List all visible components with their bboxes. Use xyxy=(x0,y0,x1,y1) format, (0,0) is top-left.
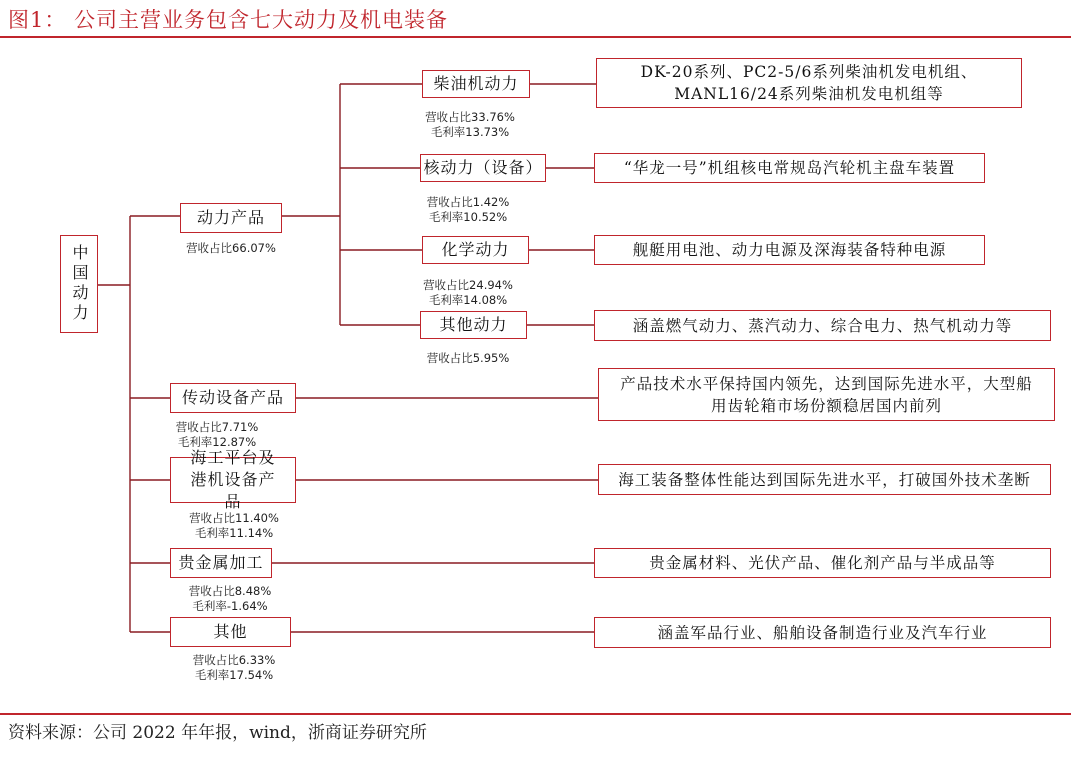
power-other-revenue: 营收占比5.95% xyxy=(426,351,510,365)
desc-other: 涵盖军品行业、船舶设备制造行业及汽车行业 xyxy=(594,617,1051,648)
segment-offshore-box: 海工平台及港机设备产品 xyxy=(170,457,296,503)
root-node: 中国动力 xyxy=(60,235,98,333)
power-diesel-revenue: 营收占比33.76% xyxy=(425,110,515,124)
figure-title: 图1： 公司主营业务包含七大动力及机电装备 xyxy=(8,8,449,32)
desc-otherpower: 涵盖燃气动力、蒸汽动力、综合电力、热气机动力等 xyxy=(594,310,1051,341)
desc-nuclear: “华龙一号”机组核电常规岛汽轮机主盘车装置 xyxy=(594,153,985,183)
desc-chemical: 舰艇用电池、动力电源及深海装备特种电源 xyxy=(594,235,985,265)
bottom-rule xyxy=(0,713,1071,715)
segment-power-box: 动力产品 xyxy=(180,203,282,233)
segment-transmission-margin: 毛利率12.87% xyxy=(177,435,257,449)
desc-offshore: 海工装备整体性能达到国际先进水平，打破国外技术垄断 xyxy=(598,464,1051,495)
power-chemical-revenue: 营收占比24.94% xyxy=(423,278,513,292)
power-chemical-box: 化学动力 xyxy=(422,236,529,264)
segment-power-revenue: 营收占比66.07% xyxy=(186,241,276,255)
segment-other-box: 其他 xyxy=(170,617,291,647)
segment-metal-margin: 毛利率-1.64% xyxy=(192,599,268,613)
segment-other-revenue: 营收占比6.33% xyxy=(192,653,276,667)
power-diesel-margin: 毛利率13.73% xyxy=(430,125,510,139)
power-nuclear-box: 核动力（设备） xyxy=(420,154,546,182)
segment-offshore-margin: 毛利率11.14% xyxy=(194,526,274,540)
segment-other-margin: 毛利率17.54% xyxy=(194,668,274,682)
desc-transmission: 产品技术水平保持国内领先，达到国际先进水平，大型船用齿轮箱市场份额稳居国内前列 xyxy=(598,368,1055,421)
desc-diesel: DK-20系列、PC2-5/6系列柴油机发电机组、MANL16/24系列柴油机发电机组等 xyxy=(596,58,1022,108)
source-note: 资料来源：公司 2022 年年报，wind，浙商证券研究所 xyxy=(8,723,427,743)
desc-metal: 贵金属材料、光伏产品、催化剂产品与半成品等 xyxy=(594,548,1051,578)
power-other-box: 其他动力 xyxy=(420,311,527,339)
segment-transmission-revenue: 营收占比7.71% xyxy=(175,420,259,434)
segment-metal-revenue: 营收占比8.48% xyxy=(188,584,272,598)
segment-metal-box: 贵金属加工 xyxy=(170,548,272,578)
power-nuclear-revenue: 营收占比1.42% xyxy=(426,195,510,209)
segment-offshore-revenue: 营收占比11.40% xyxy=(189,511,279,525)
power-diesel-box: 柴油机动力 xyxy=(422,70,530,98)
segment-transmission-box: 传动设备产品 xyxy=(170,383,296,413)
power-chemical-margin: 毛利率14.08% xyxy=(428,293,508,307)
power-nuclear-margin: 毛利率10.52% xyxy=(428,210,508,224)
